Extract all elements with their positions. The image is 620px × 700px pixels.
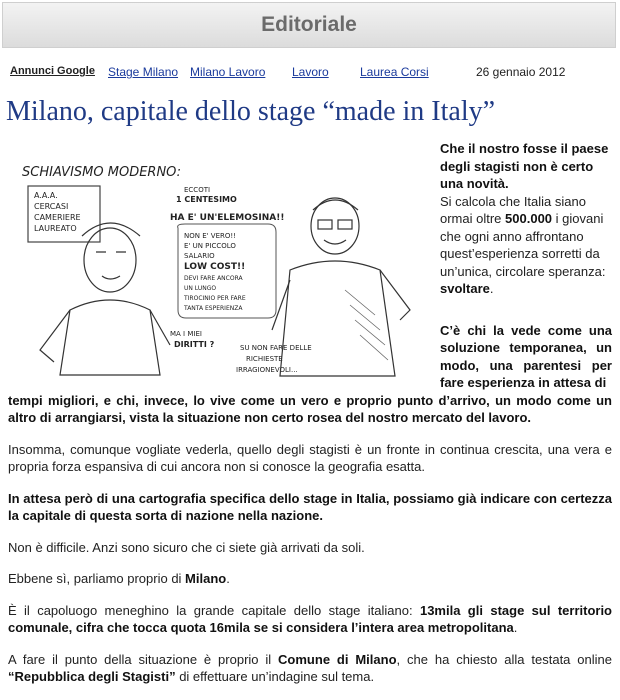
- paragraph: Non è difficile. Anzi sono sicuro che ci siete già arrivati da soli.: [8, 539, 365, 555]
- highlight-text: Milano: [185, 571, 227, 586]
- google-ads-link[interactable]: Annunci Google: [10, 65, 95, 77]
- highlight-text: “Repubblica degli Stagisti”: [8, 669, 176, 684]
- cartoon-sign-line: LAUREATO: [34, 224, 77, 233]
- section-title: Editoriale: [261, 13, 357, 36]
- text: i giovani che ogni anno affrontano quest’esperienza sorretti da un’unica, circolare speranza:: [440, 211, 606, 279]
- highlight-text: svoltare: [440, 281, 490, 296]
- cartoon-sign-line: CERCASI: [34, 202, 69, 211]
- cartoon-bubble-line: LOW COST!!: [184, 262, 246, 272]
- side-column: [440, 140, 612, 392]
- cartoon-bubble-line: NON E' VERO!!: [184, 232, 236, 240]
- paragraph: Insomma, comunque vogliate vederla, quello degli stagisti è un fronte in continua crescita, una vera e propria forza espansiva di cui ancora non si conosce la geografia esatta.: [8, 441, 612, 474]
- text: A fare il punto della situazione è proprio il: [8, 651, 279, 667]
- cartoon-bubble-line: UN LUNGO: [184, 285, 217, 292]
- highlight-text: 13mila gli stage sul territorio comunale, cifra che tocca quota 16mila se si considera l’intera area metropolitana: [8, 602, 613, 635]
- ad-link-lavoro[interactable]: Lavoro: [292, 65, 329, 79]
- cartoon-bubble-line: SALARIO: [184, 252, 215, 260]
- cartoon-bubble-line: MA I MIEI: [170, 330, 202, 338]
- cartoon-bubble-line: TANTA ESPERIENZA: [184, 305, 243, 312]
- cartoon-bubble-line: TIROCINIO PER FARE: [184, 295, 246, 302]
- cartoon-bubble-line: SU NON FARE DELLE: [240, 344, 312, 352]
- paragraph-bold: tempi migliori, e chi, invece, lo vive come un vero e proprio punto d’arrivo, un modo come un altro di arrangiarsi, vista la situazione non certo rosea del nostro mercato del lavoro.: [8, 392, 612, 425]
- text: .: [489, 281, 494, 296]
- publish-date: 26 gennaio 2012: [476, 65, 566, 79]
- cartoon-note: 1 CENTESIMO: [176, 195, 237, 204]
- article-body: [8, 140, 612, 700]
- article-headline: Milano, capitale dello stage “made in Italy”: [6, 96, 496, 127]
- cartoon-bubble-line: DEVI FARE ANCORA: [184, 275, 243, 282]
- highlight-text: Comune di Milano: [278, 651, 397, 667]
- paragraph: [440, 140, 612, 298]
- cartoon-bubble-line: IRRAGIONEVOLI...: [236, 366, 298, 374]
- ad-link-stage-milano[interactable]: Stage Milano: [108, 65, 179, 79]
- cartoon-bubble-line: RICHIESTE: [246, 355, 283, 363]
- paragraph-bold: Che il nostro fosse il paese degli stagisti non è certo una novità.: [440, 141, 609, 191]
- cartoon-sign-line: CAMERIERE: [34, 213, 81, 222]
- text: , che ha chiesto alla testata online: [396, 651, 612, 667]
- cartoon-bubble-line: DIRITTI ?: [174, 340, 215, 349]
- text: Si calcola che Italia siano ormai oltre: [440, 193, 586, 226]
- cartoon-title: SCHIAVISMO MODERNO:: [22, 165, 182, 180]
- paragraph: [8, 570, 612, 588]
- paragraph: [8, 651, 612, 686]
- text: di effettuare un’indagine sul tema.: [175, 669, 375, 684]
- paragraph: [8, 602, 612, 637]
- paragraph: [8, 490, 612, 525]
- ad-link-milano-lavoro[interactable]: Milano Lavoro: [190, 65, 266, 79]
- cartoon-bubble-line: E' UN PICCOLO: [184, 242, 236, 250]
- highlight-number: 500.000: [505, 211, 553, 226]
- paragraph-lead: [440, 322, 612, 392]
- ad-link-laurea-corsi[interactable]: Laurea Corsi: [360, 65, 429, 79]
- text: È il capoluogo meneghino la grande capitale dello stage italiano:: [8, 602, 420, 618]
- paragraph: [8, 392, 612, 427]
- cartoon-note: ECCOTI: [184, 186, 211, 194]
- text: .: [513, 620, 518, 635]
- cartoon-bubble: HA E' UN'ELEMOSINA!!: [170, 213, 285, 223]
- ad-links-bar: [10, 65, 610, 85]
- cartoon-sign-line: A.A.A.: [34, 191, 58, 200]
- text: Ebbene sì, parliamo proprio di: [8, 571, 186, 586]
- paragraph-bold: In attesa però di una cartografia specifica dello stage in Italia, possiamo già indicare con certezza la capitale di questa sorta di nazione nella nazione.: [8, 490, 612, 523]
- text: .: [226, 571, 230, 586]
- section-header: [2, 2, 616, 48]
- paragraph-bold: C’è chi la vede come una soluzione temporanea, un modo, una parentesi per fare esperienza in attesa di: [440, 322, 612, 390]
